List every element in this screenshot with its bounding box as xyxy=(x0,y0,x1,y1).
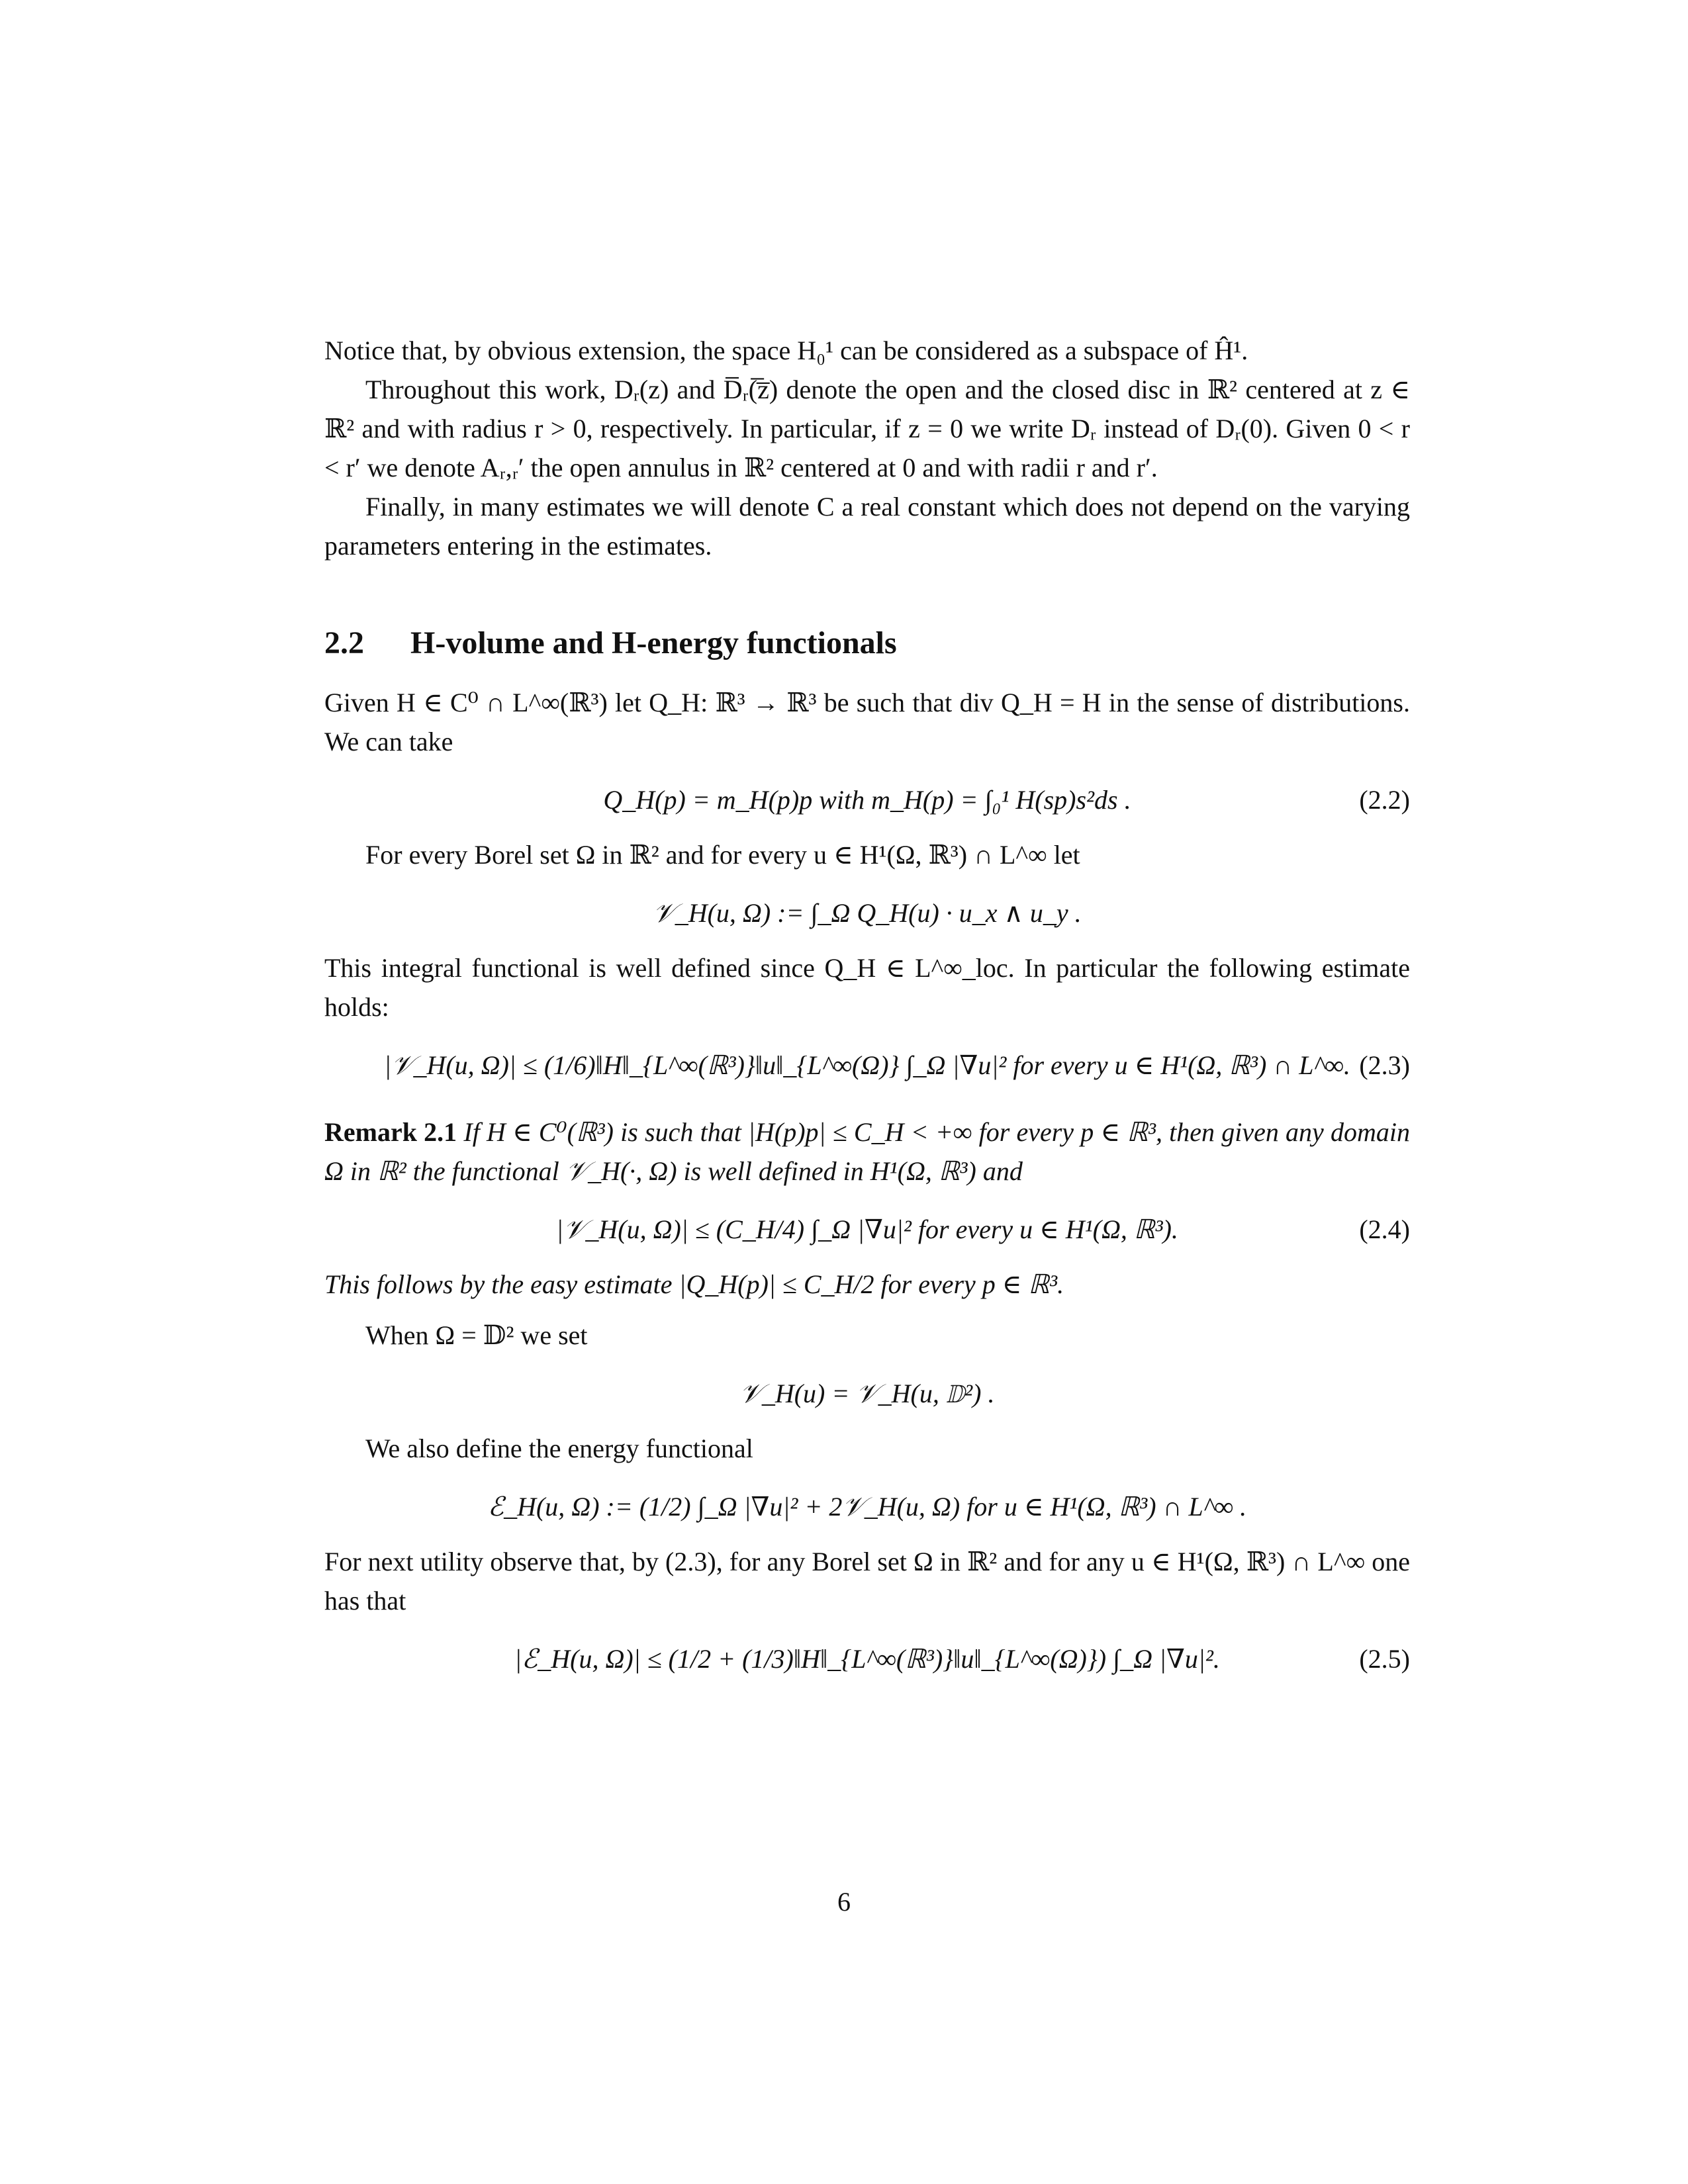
section-title: H-volume and H-energy functionals xyxy=(410,625,897,660)
equation-2-5-body: |ℰ_H(u, Ω)| ≤ (1/2 + (1/3)‖H‖_{L^∞(ℝ³)}‖u‖_{L^∞(Ω)}) ∫_Ω |∇u|². xyxy=(514,1644,1220,1674)
remark-2-1 xyxy=(324,1113,1410,1191)
section-number: 2.2 xyxy=(324,625,364,660)
paragraph-3: Finally, in many estimates we will denote C a real constant which does not depend on the varying parameters entering in the estimates. xyxy=(324,492,1410,561)
equation-2-3-body: |𝒱_H(u, Ω)| ≤ (1/6)‖H‖_{L^∞(ℝ³)}‖u‖_{L^∞(Ω)} ∫_Ω |∇u|² for every u ∈ H¹(Ω, ℝ³) ∩ L^∞. xyxy=(384,1050,1350,1080)
paragraph-9: We also define the energy functional xyxy=(365,1433,753,1463)
page-body xyxy=(324,331,1410,1694)
equation-2-4-body: |𝒱_H(u, Ω)| ≤ (C_H/4) ∫_Ω |∇u|² for every u ∈ H¹(Ω, ℝ³). xyxy=(556,1214,1178,1244)
paragraph-7: This follows by the easy estimate |Q_H(p)| ≤ C_H/2 for every p ∈ ℝ³. xyxy=(324,1269,1064,1299)
equation-2-3-tag: (2.3) xyxy=(1359,1050,1410,1080)
equation-2-3 xyxy=(324,1045,1410,1086)
equation-disc-body: 𝒱_H(u) = 𝒱_H(u, 𝔻²) . xyxy=(739,1379,995,1408)
paragraph-5: For every Borel set Ω in ℝ² and for every u ∈ H¹(Ω, ℝ³) ∩ L^∞ let xyxy=(365,840,1080,870)
equation-volume-body: 𝒱_H(u, Ω) := ∫_Ω Q_H(u) · u_x ∧ u_y . xyxy=(653,898,1082,928)
paragraph-10: For next utility observe that, by (2.3), for any Borel set Ω in ℝ² and for any u ∈ H¹(Ω, ℝ³) ∩ L^∞ one has that xyxy=(324,1547,1410,1615)
paragraph-4: Given H ∈ C⁰ ∩ L^∞(ℝ³) let Q_H: ℝ³ → ℝ³ be such that div Q_H = H in the sense of distributions. We can take xyxy=(324,688,1410,756)
paragraph-6: This integral functional is well defined since Q_H ∈ L^∞_loc. In particular the following estimate holds: xyxy=(324,953,1410,1022)
equation-2-4-tag: (2.4) xyxy=(1359,1214,1410,1244)
section-heading xyxy=(324,623,1410,663)
equation-2-2-body: Q_H(p) = m_H(p)p with m_H(p) = ∫₀¹ H(sp)s²ds . xyxy=(603,785,1131,815)
equation-2-4 xyxy=(324,1209,1410,1250)
remark-label: Remark 2.1 xyxy=(324,1117,457,1147)
equation-2-2-tag: (2.2) xyxy=(1359,785,1410,815)
equation-disc xyxy=(324,1373,1410,1414)
paragraph-1: Notice that, by obvious extension, the space H₀¹ can be considered as a subspace of Ĥ¹. xyxy=(324,336,1248,365)
paragraph-2: Throughout this work, Dᵣ(z) and D̅ᵣ(̅z̅) denote the open and the closed disc in ℝ² centered at z ∈ ℝ² and with radius r > 0, respectively. In particular, if z = 0 we write Dᵣ instead of Dᵣ(0). Given 0 < r < r′ we denote Aᵣ,ᵣ′ the open annulus in ℝ² centered at 0 and with radii r and r′. xyxy=(324,375,1410,482)
equation-volume xyxy=(324,893,1410,934)
remark-text: If H ∈ C⁰(ℝ³) is such that |H(p)p| ≤ C_H < +∞ for every p ∈ ℝ³, then given any domain Ω in ℝ² the functional 𝒱_H(·, Ω) is well defined in H¹(Ω, ℝ³) and xyxy=(324,1117,1411,1186)
page-number: 6 xyxy=(837,1887,851,1917)
equation-2-2 xyxy=(324,780,1410,821)
equation-energy xyxy=(324,1486,1410,1527)
paragraph-8: When Ω = 𝔻² we set xyxy=(365,1320,588,1350)
equation-2-5-tag: (2.5) xyxy=(1359,1644,1410,1674)
equation-2-5 xyxy=(324,1639,1410,1680)
equation-energy-body: ℰ_H(u, Ω) := (1/2) ∫_Ω |∇u|² + 2𝒱_H(u, Ω) for u ∈ H¹(Ω, ℝ³) ∩ L^∞ . xyxy=(487,1492,1247,1522)
